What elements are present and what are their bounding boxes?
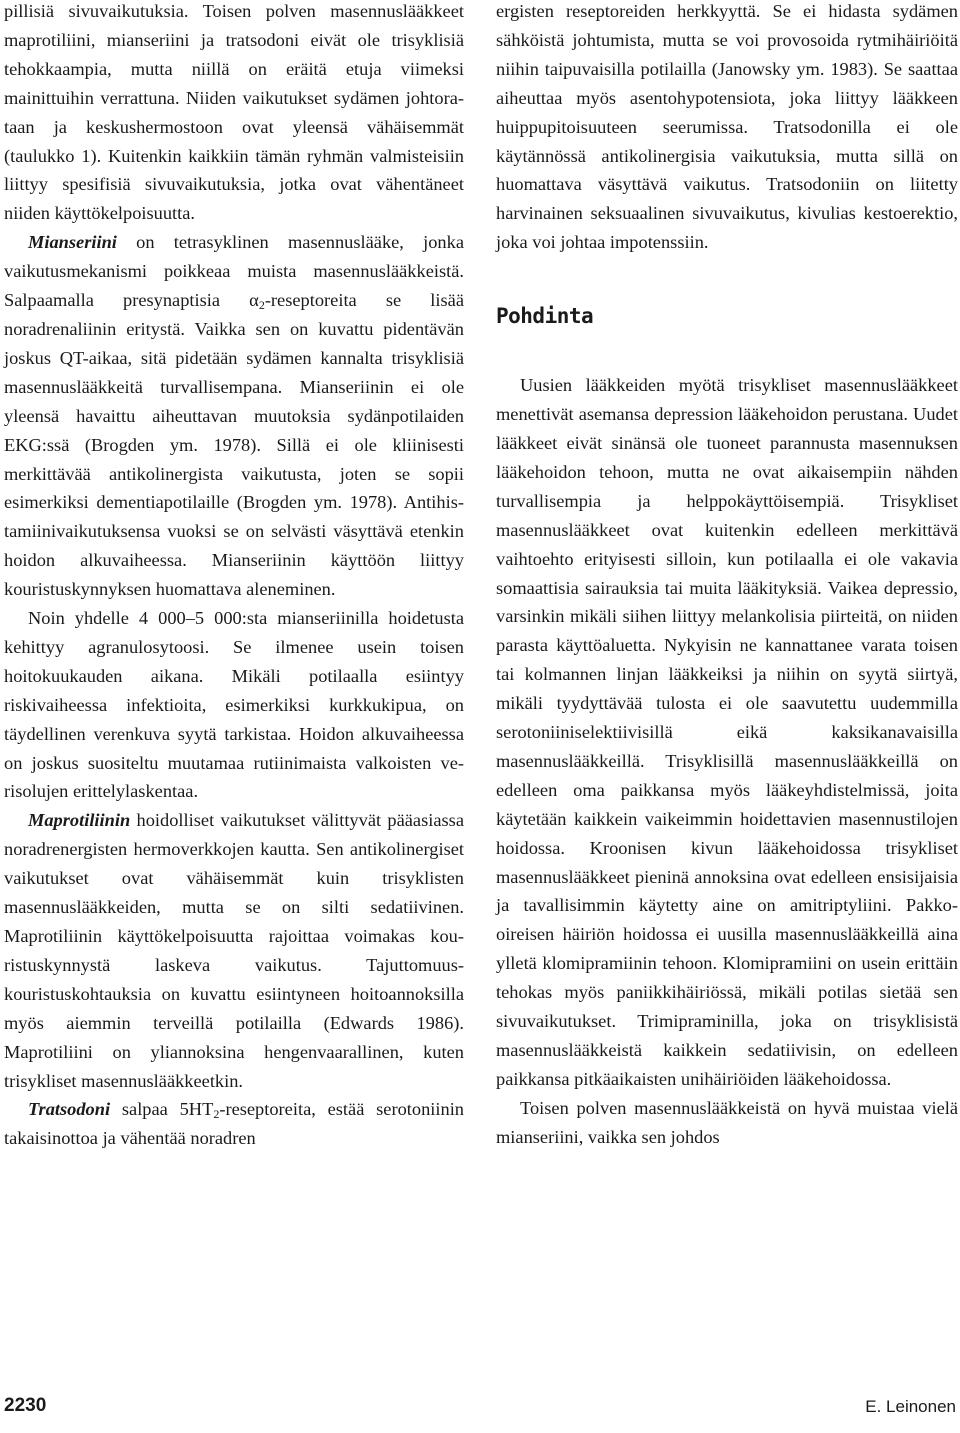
paragraph-tratsodoni	[4, 1095, 464, 1153]
drug-name-tratsodoni: Tratsodoni	[28, 1099, 111, 1120]
paragraph-tratsodoni-cont: ergisten reseptoreiden herkkyyttä. Se ei hidasta sydämen sähköistä johtumista, mutta se voi provosoida rytmihäiriöitä niihin taipuvaisilla potilailla (Janowsky ym. 1983). Se saattaa aiheuttaa myös asentohypotensiota, joka liittyy lääkkeen huippupitoisuuteen seerumissa. Tratsodonilla ei ole käytännössä antikolinergisia vaikutuksia, mutta sillä on huomattava väsyttävä vaikutus. Tratsodoniin on liitetty harvinainen seksuaalinen sivuvaikutus, kivulias kestoerektio, joka voi johtaa impotenssiin.	[496, 1, 958, 253]
section-heading: Pohdinta	[496, 304, 594, 329]
paragraph-pohdinta: Uusien lääkkeiden myötä trisykliset masennuslääkkeet menettivät asemansa depression lääkehoidon perustana. Uudet lääkkeet eivät sinänsä ole tuoneet parannusta masennuksen lääkehoidon tehoon, mutta ne ovat aikaisempiin nähden turvallisempia ja helppokäyttöisempiä. Trisykliset masennuslääkkeet ovat kuitenkin edelleen merkittävä vaihtoehto erityisesti silloin, kun potilaalla ei ole vakavia somaattisia sairauksia tai muita lääkityksiä. Vaikea depressio, varsinkin mikäli siihen liittyy melankolisia piirteitä, on niiden parasta käyttöaluetta. Nykyisin ne kannattanee varata toisen tai kolmannen linjan lääkkeiksi ja niihin on syytä siirtyä, mikäli tyydyttävää tulosta ei ole saavutettu uudemmilla serotoniiniselektiivisillä eikä kaksikanavaisilla masennuslääkkeillä. Trisyklisillä masennuslääkkeillä on edelleen oma paikkansa myös lääkeyhdistelmissä, joita käytetään kaikkein vaikeimmin hoidettavien masennustilojen hoidossa. Kroonisen kivun lääkehoidossa trisykliset masennuslääkkeet pieninä annoksina ovat edelleen ensisijaisia ja tavallisimmin käytetty aine on amitriptyliini. Pakko-oireisen häiriön hoidossa ei uusilla masennuslääkkeillä aina ylletä klomipramiinin tehoon. Klomipramiini on usein erittäin tehokas myös paniikkihäiriössä, mikäli potilas sietää sen sivuvaikutukset. Trimipraminilla, joka on trisyklisistä masennuslääkkeistä kaikkein sedatiivisin, on edelleen paikkansa pitkäaikaisten unihäiriöiden lääkehoidossa.	[496, 375, 958, 1089]
right-column	[496, 0, 958, 1152]
paragraph-text: -reseptoreita se lisää noradrenaliinin eritystä. Vaikka sen on kuvattu pidentävän joskus QT-aikaa, sitä pidetään sydämen kannalta trisyklisiä masennuslääkkeitä turvallisempana. Mianseriinin ei ole yleensä havaittu aiheuttavan muutoksia sydänpotilaiden EKG:ssä (Brogden ym. 1978). Sillä ei ole kliinisesti merkittävää antikolinergista vaikutusta, joten se sopii esimerkiksi dementiapotilaille (Brogden ym. 1978). Antihistamiinivaikutuksensa vuoksi se on selvästi väsyttävä etenkin hoidon alkuvaiheessa. Mianseriinin käyttöön liittyy kouristuskynnyksen huomattava aleneminen.	[4, 290, 464, 600]
author-name: E. Leinonen	[865, 1397, 956, 1416]
drug-name-maprotiliini: Maprotiliinin	[28, 810, 131, 831]
subscript: 2	[213, 1107, 220, 1122]
paragraph-intro: pillisiä sivuvaikutuksia. Toisen polven masennuslääkkeet maprotiliini, mianseriini ja tratsodoni eivät ole trisyklisiä tehokkaampia, mutta niillä on eräitä etuja viimeksi mainittuihin verrattuna. Niiden vaikutukset sydämen johtorataan ja keskushermostoon ovat yleensä vähäisemmät (taulukko 1). Kuitenkin kaikkiin tämän ryhmän valmisteisiin liittyy spesifisiä sivuvaikutuksia, jotka ovat vähentäneet niiden käyttökelpoisuutta.	[4, 1, 464, 224]
paragraph-agranulosytoosi: Noin yhdelle 4 000–5 000:sta mianseriinilla hoidetusta kehittyy agranulosytoosi. Se ilmenee usein toisen hoitokuukauden aikana. Mikäli potilaalla esiintyy riskivaiheessa infektioita, esimerkiksi kurkkukipua, on täydellinen verenkuva syytä tarkistaa. Hoidon alkuvaiheessa on joskus suositeltu muutamaa rutiinimaista valkoisten verisolujen erittelylaskentaa.	[4, 608, 464, 802]
paragraph-maprotiliini	[4, 806, 464, 1095]
left-column	[4, 0, 464, 1153]
drug-name-mianseriini: Mianseriini	[28, 232, 117, 253]
paragraph-text: -reseptoreita, estää serotoniinin takaisinottoa ja vähentää noradren	[4, 1099, 465, 1149]
paragraph-text: hoidolliset vaikutukset välittyvät pääasiassa noradrenergisten hermoverkkojen kautta. Sen antikolinergiset vaikutukset ovat vähäisemmät kuin trisyklisten masennuslääkkeiden, mutta se on silti sedatiivinen. Maprotiliinin käyttökelpoisuutta rajoittaa voimakas kouristuskynnystä laskeva vaikutus. Tajuttomuuskouristuskohtauksia on kuvattu esiintyneen hoitoannoksilla myös aiemmin terveillä potilailla (Edwards 1986). Maprotiliini on yliannoksina hengenvaarallinen, kuten trisykliset masennuslääkkeetkin.	[4, 810, 464, 1091]
subscript: 2	[258, 298, 265, 313]
paragraph-mianseriini	[4, 228, 464, 604]
paragraph-text: salpaa 5HT	[110, 1099, 214, 1120]
paragraph-text: on tetrasyklinen masennuslääke, jonka vaikutusmekanismi poikkeaa muista masennuslääkkeistä. Salpaamalla presynaptisia α	[4, 232, 464, 311]
paragraph-final: Toisen polven masennuslääkkeistä on hyvä muistaa vielä mianseriini, vaikka sen johdos	[496, 1097, 958, 1147]
page-number: 2230	[4, 1395, 47, 1416]
